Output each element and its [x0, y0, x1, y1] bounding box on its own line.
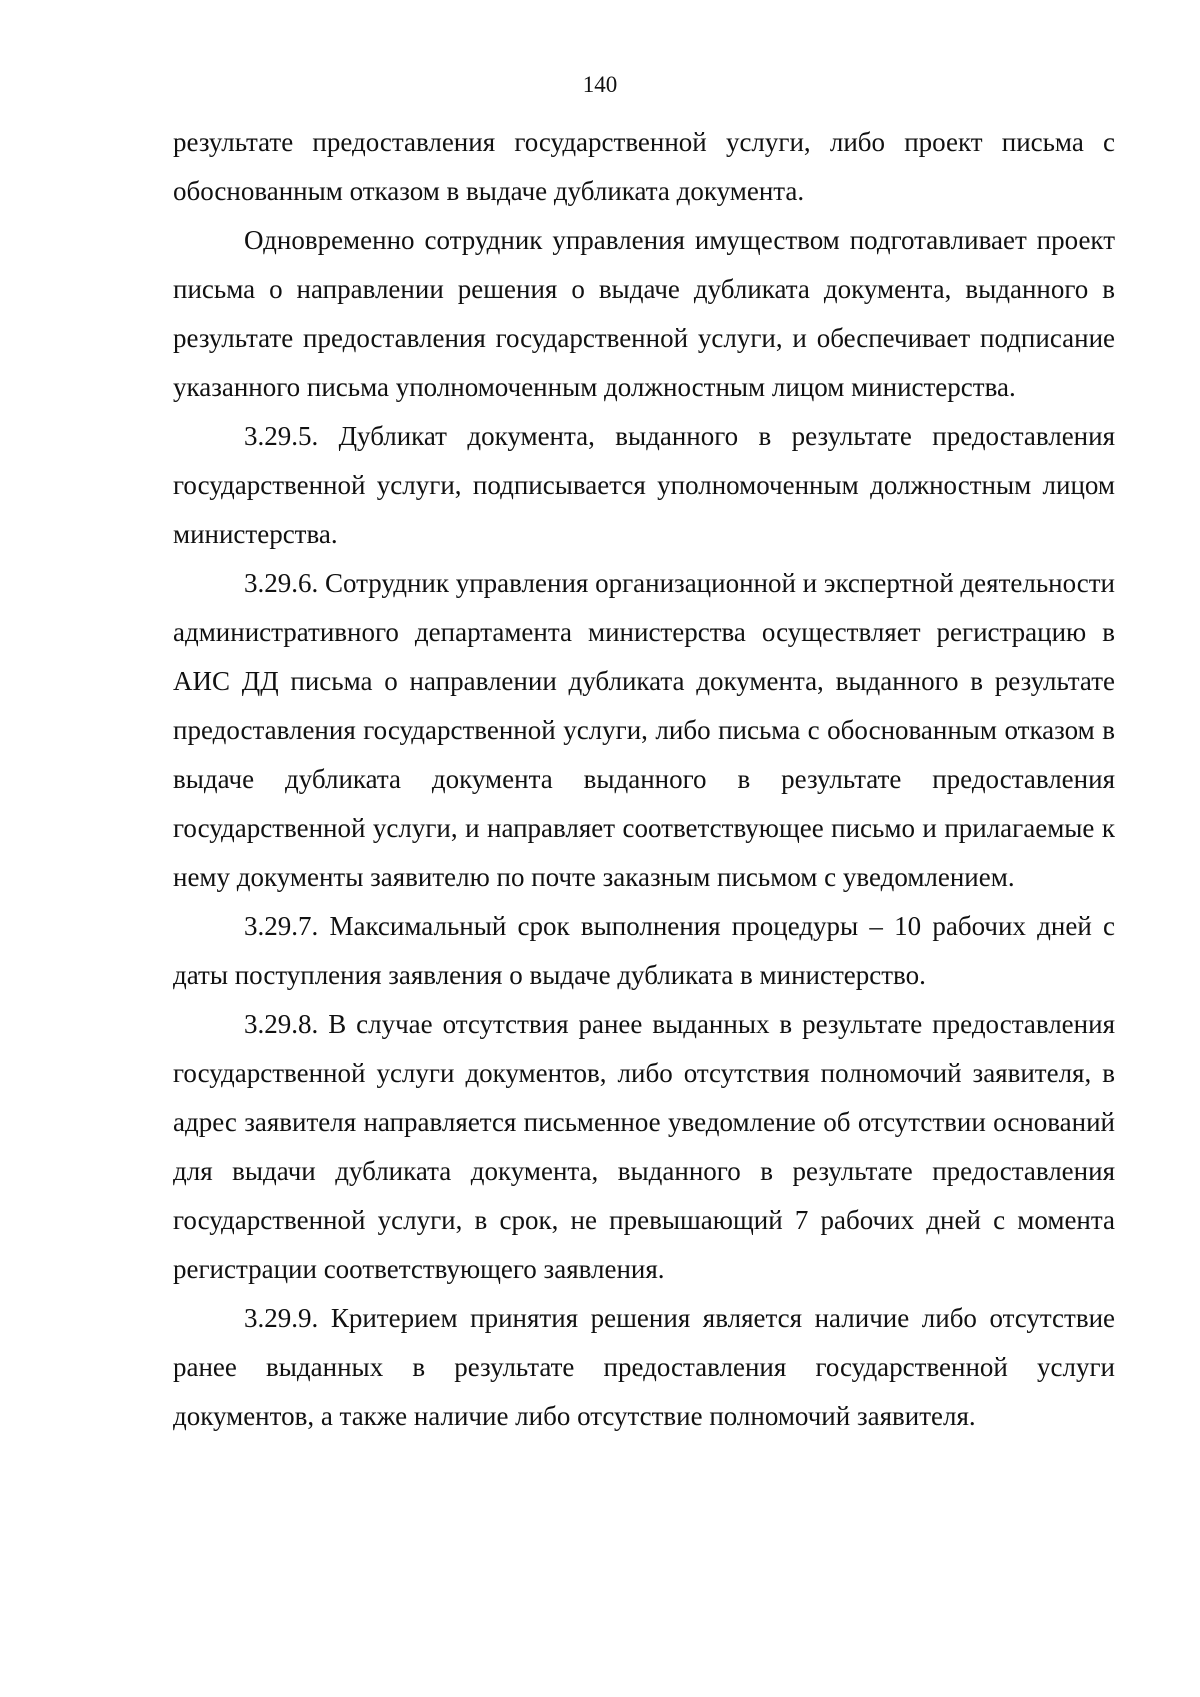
paragraph-3-29-6: 3.29.6. Сотрудник управления организационной и экспертной деятельности административного департамента министерства осуществляет регистрацию в АИС ДД письма о направлении дубликата документа, выданного в результате предоставления государственной услуги, либо письма с обоснованным отказом в выдаче дубликата документа выданного в результате предоставления государственной услуги, и направляет соответствующее письмо и прилагаемые к нему документы заявителю по почте заказным письмом с уведомлением. [173, 568, 1115, 892]
paragraph-3-29-9: 3.29.9. Критерием принятия решения является наличие либо отсутствие ранее выданных в результате предоставления государственной услуги документов, а также наличие либо отсутствие полномочий заявителя. [173, 1303, 1115, 1431]
paragraph-continuation: результате предоставления государственной услуги, либо проект письма с обоснованным отказом в выдаче дубликата документа. [173, 127, 1115, 206]
paragraph-3-29-7: 3.29.7. Максимальный срок выполнения процедуры – 10 рабочих дней с даты поступления заявления о выдаче дубликата в министерство. [173, 911, 1115, 990]
paragraph-simultaneous-preparation: Одновременно сотрудник управления имуществом подготавливает проект письма о направлении решения о выдаче дубликата документа, выданного в результате предоставления государственной услуги, и обеспечивает подписание указанного письма уполномоченным должностным лицом министерства. [173, 225, 1115, 402]
document-body [173, 118, 1115, 1441]
paragraph-3-29-8: 3.29.8. В случае отсутствия ранее выданных в результате предоставления государственной услуги документов, либо отсутствия полномочий заявителя, в адрес заявителя направляется письменное уведомление об отсутствии оснований для выдачи дубликата документа, выданного в результате предоставления государственной услуги, в срок, не превышающий 7 рабочих дней с момента регистрации соответствующего заявления. [173, 1009, 1115, 1284]
paragraph-3-29-5: 3.29.5. Дубликат документа, выданного в результате предоставления государственной услуги, подписывается уполномоченным должностным лицом министерства. [173, 421, 1115, 549]
page-number: 140 [582, 72, 618, 97]
